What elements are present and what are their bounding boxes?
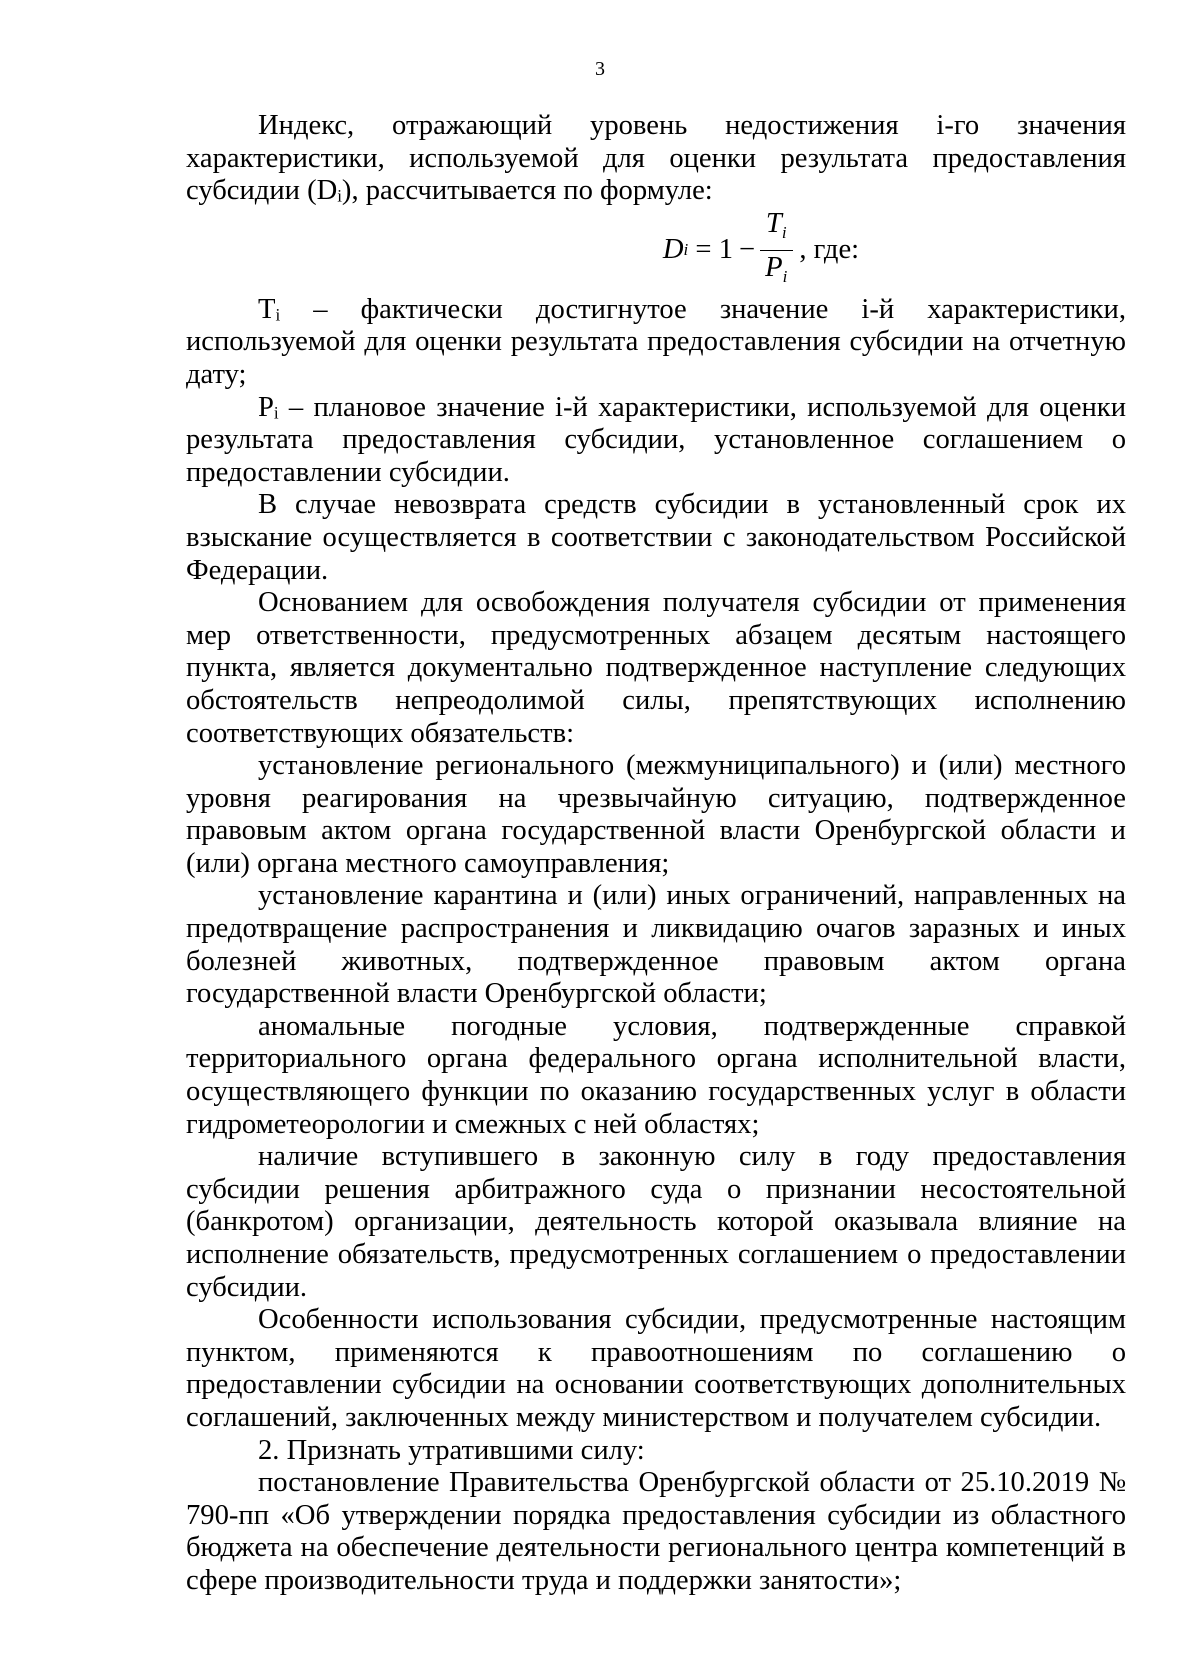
- paragraph-index-definition: Индекс, отражающий уровень недостижения i-го значения характеристики, используемой для оценки результата предоставления субсидии (Dᵢ), рассчитывается по формуле:: [186, 110, 1126, 207]
- formula-numerator: $T_i$: [760, 209, 793, 251]
- paragraph-repeal-heading: 2. Признать утратившими силу:: [258, 1434, 645, 1466]
- formula-minus: −: [738, 234, 756, 266]
- paragraph-repealed-resolution: постановление Правительства Оренбургской области от 25.10.2019 № 790-пп «Об утверждении порядка предоставления субсидии из областного бюджета на обеспечение деятельности регионального центра компетенций в сфере производительности труда и поддержки занятости»;: [186, 1467, 1126, 1596]
- formula-suffix: , где:: [799, 234, 860, 266]
- formula-denominator: $P_i$: [765, 252, 788, 287]
- formula-one: 1: [718, 234, 733, 266]
- paragraph-weather: аномальные погодные условия, подтвержденные справкой территориального органа федерального органа исполнительной власти, осуществляющего функции по оказанию государственных услуг в области гидрометеорологии и смежных с ней областях;: [186, 1010, 1126, 1140]
- paragraph-features: Особенности использования субсидии, предусмотренные настоящим пунктом, применяются к правоотношениям по соглашению о предоставлении субсидии на основании соответствующих дополнительных соглашений, заключенных между министерством и получателем субсидии.: [186, 1304, 1126, 1433]
- page-number: 3: [595, 58, 605, 80]
- formula-lhs: D: [662, 234, 684, 266]
- formula-di: [186, 208, 1126, 294]
- paragraph-emergency: установление регионального (межмуниципального) и (или) местного уровня реагирования на чрезвычайную ситуацию, подтвержденное правовым актом органа государственной власти Оренбургской области и (или) органа местного самоуправления;: [186, 750, 1126, 879]
- formula-fraction: [759, 209, 793, 292]
- paragraph-pi-definition: Pᵢ – плановое значение i-й характеристики, используемой для оценки результата предоставления субсидии, установленное соглашением о предоставлении субсидии.: [186, 391, 1126, 488]
- paragraph-exemption-basis: Основанием для освобождения получателя субсидии от применения мер ответственности, предусмотренных абзацем десятым настоящего пункта, является документально подтвержденное наступление следующих обстоятельств непреодолимой силы, препятствующих исполнению соответствующих обязательств:: [186, 587, 1126, 749]
- document-body: [186, 110, 1126, 1598]
- paragraph-non-return: В случае невозврата средств субсидии в установленный срок их взыскание осуществляется в соответствии с законодательством Российской Федерации.: [186, 489, 1126, 586]
- paragraph-quarantine: установление карантина и (или) иных ограничений, направленных на предотвращение распространения и ликвидацию очагов заразных и иных болезней животных, подтвержденное правовым актом органа государственной власти Оренбургской области;: [186, 880, 1126, 1010]
- paragraph-ti-definition: Tᵢ – фактически достигнутое значение i-й характеристики, используемой для оценки результата предоставления субсидии на отчетную дату;: [186, 293, 1126, 390]
- formula-lhs-sub: i: [683, 240, 689, 260]
- paragraph-bankruptcy: наличие вступившего в законную силу в году предоставления субсидии решения арбитражного суда о признании несостоятельной (банкротом) организации, деятельность которой оказывала влияние на исполнение обязательств, предусмотренных соглашением о предоставлении субсидии.: [186, 1141, 1126, 1303]
- formula-equals: =: [688, 234, 719, 266]
